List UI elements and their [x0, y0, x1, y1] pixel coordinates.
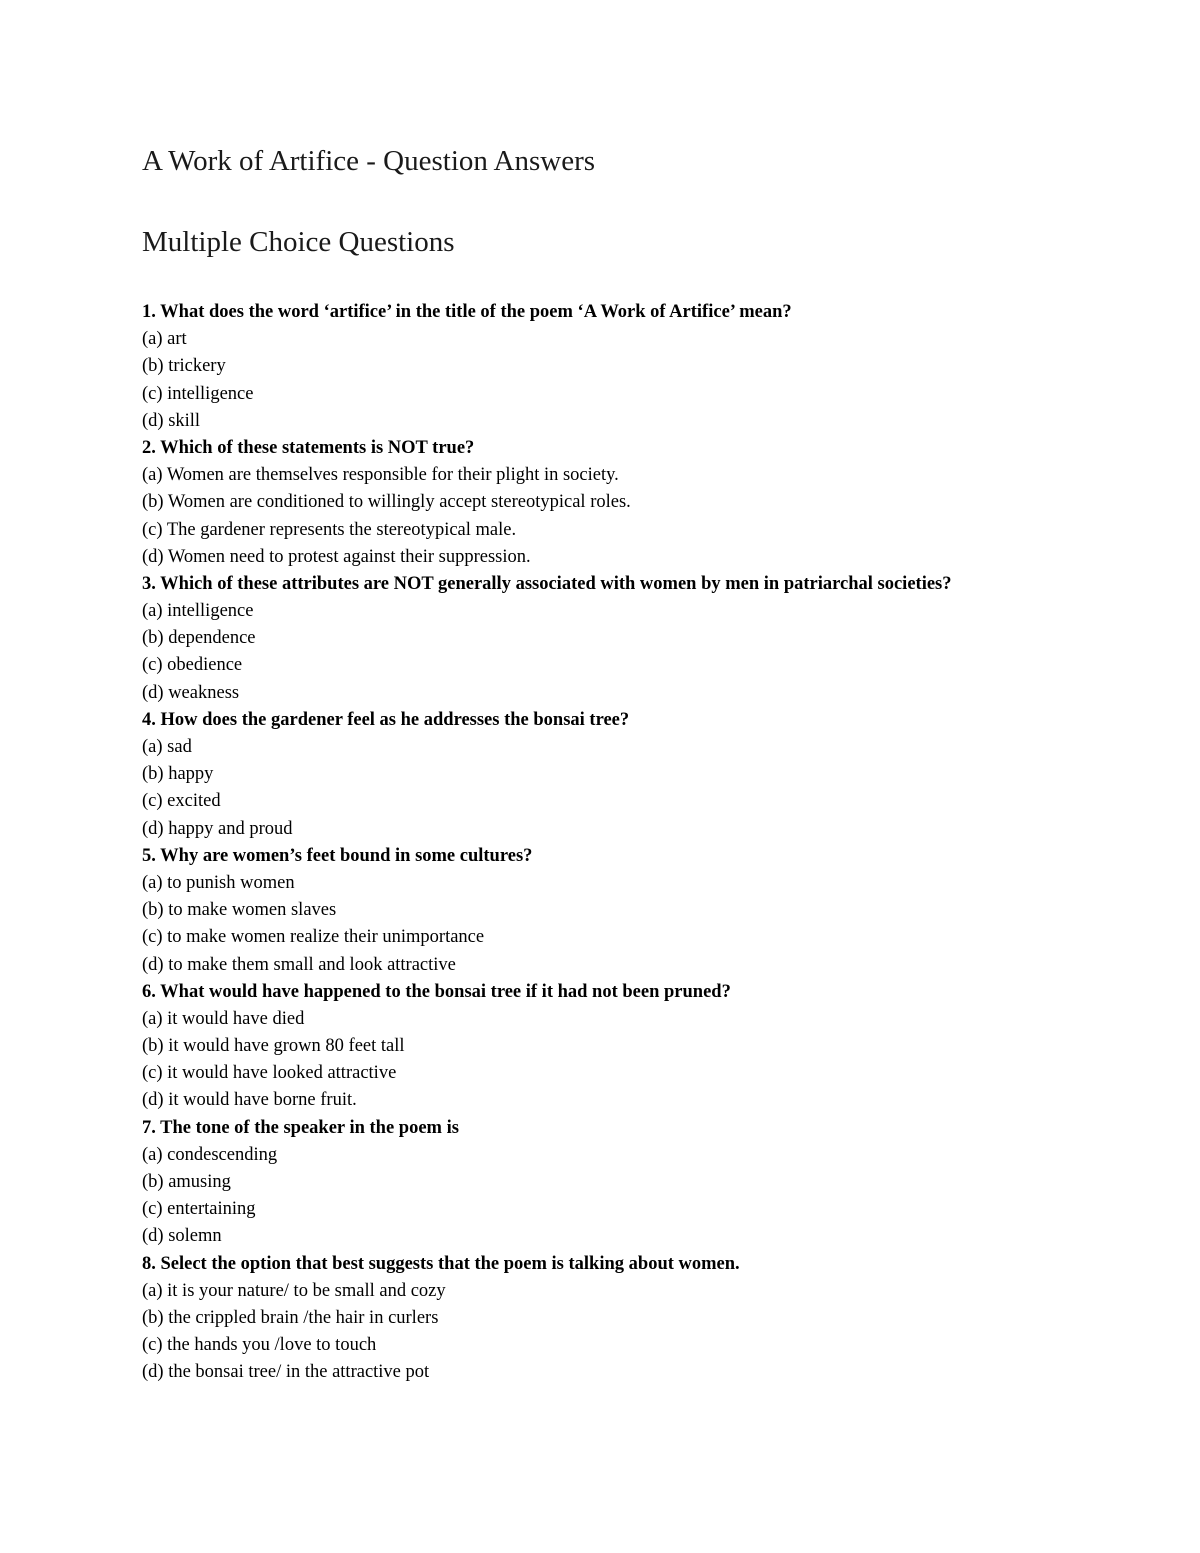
document-title: A Work of Artifice - Question Answers: [142, 145, 596, 177]
question-block: [142, 299, 1142, 435]
answer-option: (d) to make them small and look attractive: [142, 954, 456, 975]
answer-option: (d) the bonsai tree/ in the attractive pot: [142, 1362, 430, 1383]
question-block: [142, 571, 1142, 707]
question-block: [142, 707, 1142, 843]
question-text: 8. Select the option that best suggests that the poem is talking about women.: [142, 1253, 740, 1274]
question-block: [142, 1251, 1142, 1387]
answer-option: (d) solemn: [142, 1226, 222, 1247]
answer-option: (a) sad: [142, 737, 192, 757]
answer-option: (c) the hands you /love to touch: [142, 1335, 377, 1356]
question-text: 5. Why are women’s feet bound in some cultures?: [142, 845, 533, 866]
answer-option: (b) dependence: [142, 628, 256, 649]
answer-option: (a) intelligence: [142, 601, 254, 622]
answer-option: (d) happy and proud: [142, 818, 293, 839]
answer-option: (a) it would have died: [142, 1008, 305, 1029]
answer-option: (b) the crippled brain /the hair in curlers: [142, 1307, 439, 1328]
question-text: 4. How does the gardener feel as he addresses the bonsai tree?: [142, 709, 630, 730]
answer-option: (c) excited: [142, 791, 221, 812]
section-title: Multiple Choice Questions: [142, 226, 455, 258]
answer-option: (c) The gardener represents the stereotypical male.: [142, 519, 517, 540]
answer-option: (b) happy: [142, 764, 214, 785]
question-text: 6. What would have happened to the bonsai tree if it had not been pruned?: [142, 981, 731, 1002]
answer-option: (a) condescending: [142, 1144, 278, 1165]
answer-option: (d) weakness: [142, 682, 240, 703]
answer-option: (a) Women are themselves responsible for their plight in society.: [142, 465, 619, 486]
question-block: [142, 843, 1142, 979]
answer-option: (c) to make women realize their unimportance: [142, 927, 485, 948]
answer-option: (d) it would have borne fruit.: [142, 1090, 357, 1111]
answer-option: (c) obedience: [142, 655, 243, 676]
question-text: 1. What does the word ‘artifice’ in the title of the poem ‘A Work of Artifice’ mean?: [142, 302, 792, 322]
answer-option: (a) art: [142, 329, 187, 350]
answer-option: (b) Women are conditioned to willingly accept stereotypical roles.: [142, 492, 631, 513]
answer-option: (b) trickery: [142, 356, 226, 377]
answer-option: (c) intelligence: [142, 383, 254, 404]
question-text: 2. Which of these statements is NOT true?: [142, 437, 475, 458]
document-page: [142, 138, 1142, 1387]
answer-option: (a) to punish women: [142, 872, 295, 893]
answer-option: (c) it would have looked attractive: [142, 1063, 397, 1084]
answer-option: (b) to make women slaves: [142, 900, 337, 921]
question-text: 7. The tone of the speaker in the poem is: [142, 1117, 459, 1138]
answer-option: (b) amusing: [142, 1172, 231, 1192]
answer-option: (d) Women need to protest against their suppression.: [142, 546, 531, 567]
question-list: [142, 299, 1142, 1387]
question-block: [142, 1115, 1142, 1251]
question-block: [142, 435, 1142, 571]
answer-option: (d) skill: [142, 410, 201, 431]
answer-option: (b) it would have grown 80 feet tall: [142, 1036, 405, 1057]
question-text: 3. Which of these attributes are NOT generally associated with women by men in patriarchal societies?: [142, 573, 952, 594]
answer-option: (c) entertaining: [142, 1199, 256, 1220]
question-block: [142, 979, 1142, 1115]
answer-option: (a) it is your nature/ to be small and cozy: [142, 1280, 446, 1301]
